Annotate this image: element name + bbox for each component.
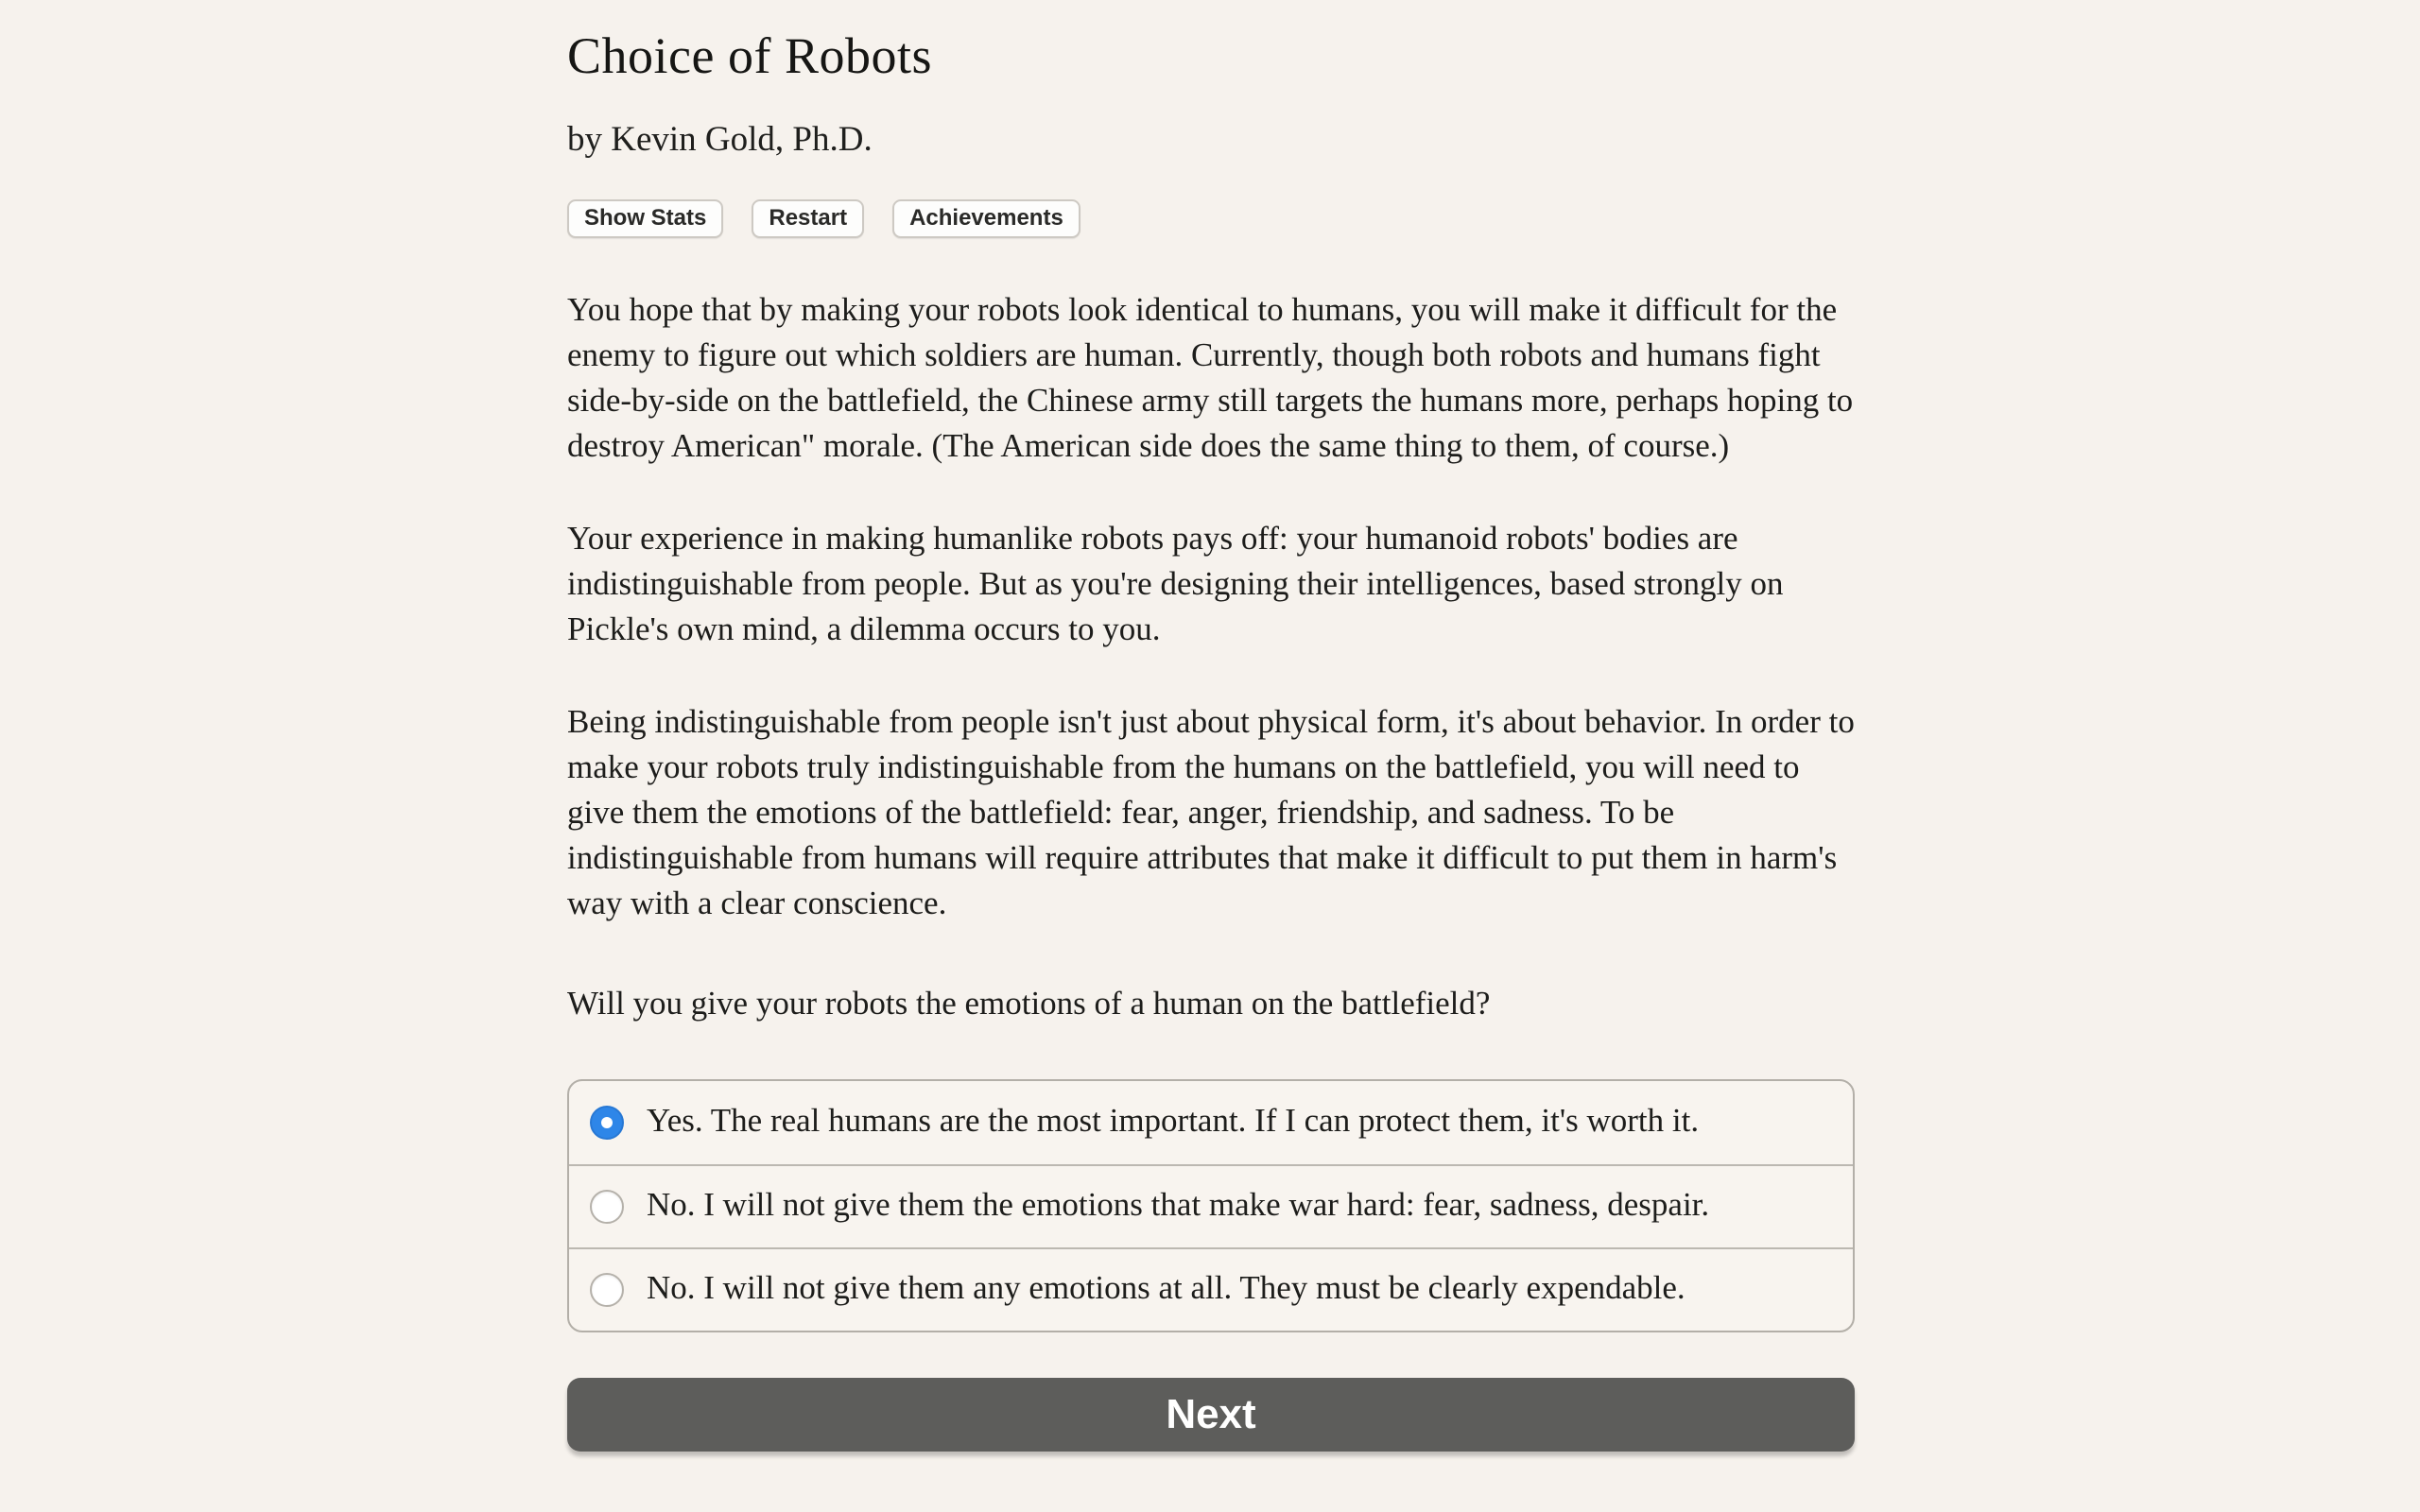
achievements-button[interactable]: Achievements: [892, 199, 1080, 238]
radio-dot: [601, 1117, 613, 1128]
page-content: [567, 0, 1855, 1452]
page-title: Choice of Robots: [567, 27, 932, 84]
toolbar: [567, 199, 1855, 238]
story-text: [567, 287, 1855, 1026]
show-stats-button[interactable]: Show Stats: [567, 199, 723, 238]
choice-option-no-war-emotions[interactable]: [569, 1164, 1853, 1247]
choice-option-no-emotions[interactable]: [569, 1247, 1853, 1331]
author-byline: by Kevin Gold, Ph.D.: [567, 120, 873, 159]
restart-button[interactable]: Restart: [752, 199, 864, 238]
choice-options-box: [567, 1079, 1855, 1332]
choice-option-yes-emotions[interactable]: [569, 1081, 1853, 1164]
radio-icon[interactable]: [590, 1273, 624, 1307]
next-button[interactable]: Next: [567, 1378, 1855, 1452]
story-paragraph: Being indistinguishable from people isn't just about physical form, it's about behavior. In order to make your robots truly indistinguishable from the humans on the battlefield, you will need to give them the emotions of the battlefield: fear, anger, friendship, and sadness. To be indistinguishable from humans will require attributes that make it difficult to put them in harm's way with a clear conscience.: [567, 703, 1855, 922]
option-label: No. I will not give them any emotions at all. They must be clearly expendable.: [647, 1269, 1685, 1307]
story-paragraph: Your experience in making humanlike robots pays off: your humanoid robots' bodies are indistinguishable from people. But as you're designing their intelligences, based strongly on Pickle's own mind, a dilemma occurs to you.: [567, 520, 1784, 648]
option-label: No. I will not give them the emotions that make war hard: fear, sadness, despair.: [647, 1186, 1710, 1224]
choice-question: Will you give your robots the emotions of a human on the battlefield?: [567, 985, 1491, 1022]
radio-selected-icon[interactable]: [590, 1106, 624, 1140]
option-label: Yes. The real humans are the most important. If I can protect them, it's worth it.: [647, 1102, 1700, 1140]
radio-icon[interactable]: [590, 1190, 624, 1224]
story-paragraph: You hope that by making your robots look identical to humans, you will make it difficult for the enemy to figure out which soldiers are human. Currently, though both robots and humans fight side-by-side on the battlefield, the Chinese army still targets the humans more, perhaps hoping to destroy American" morale. (The American side does the same thing to them, of course.): [567, 291, 1854, 465]
